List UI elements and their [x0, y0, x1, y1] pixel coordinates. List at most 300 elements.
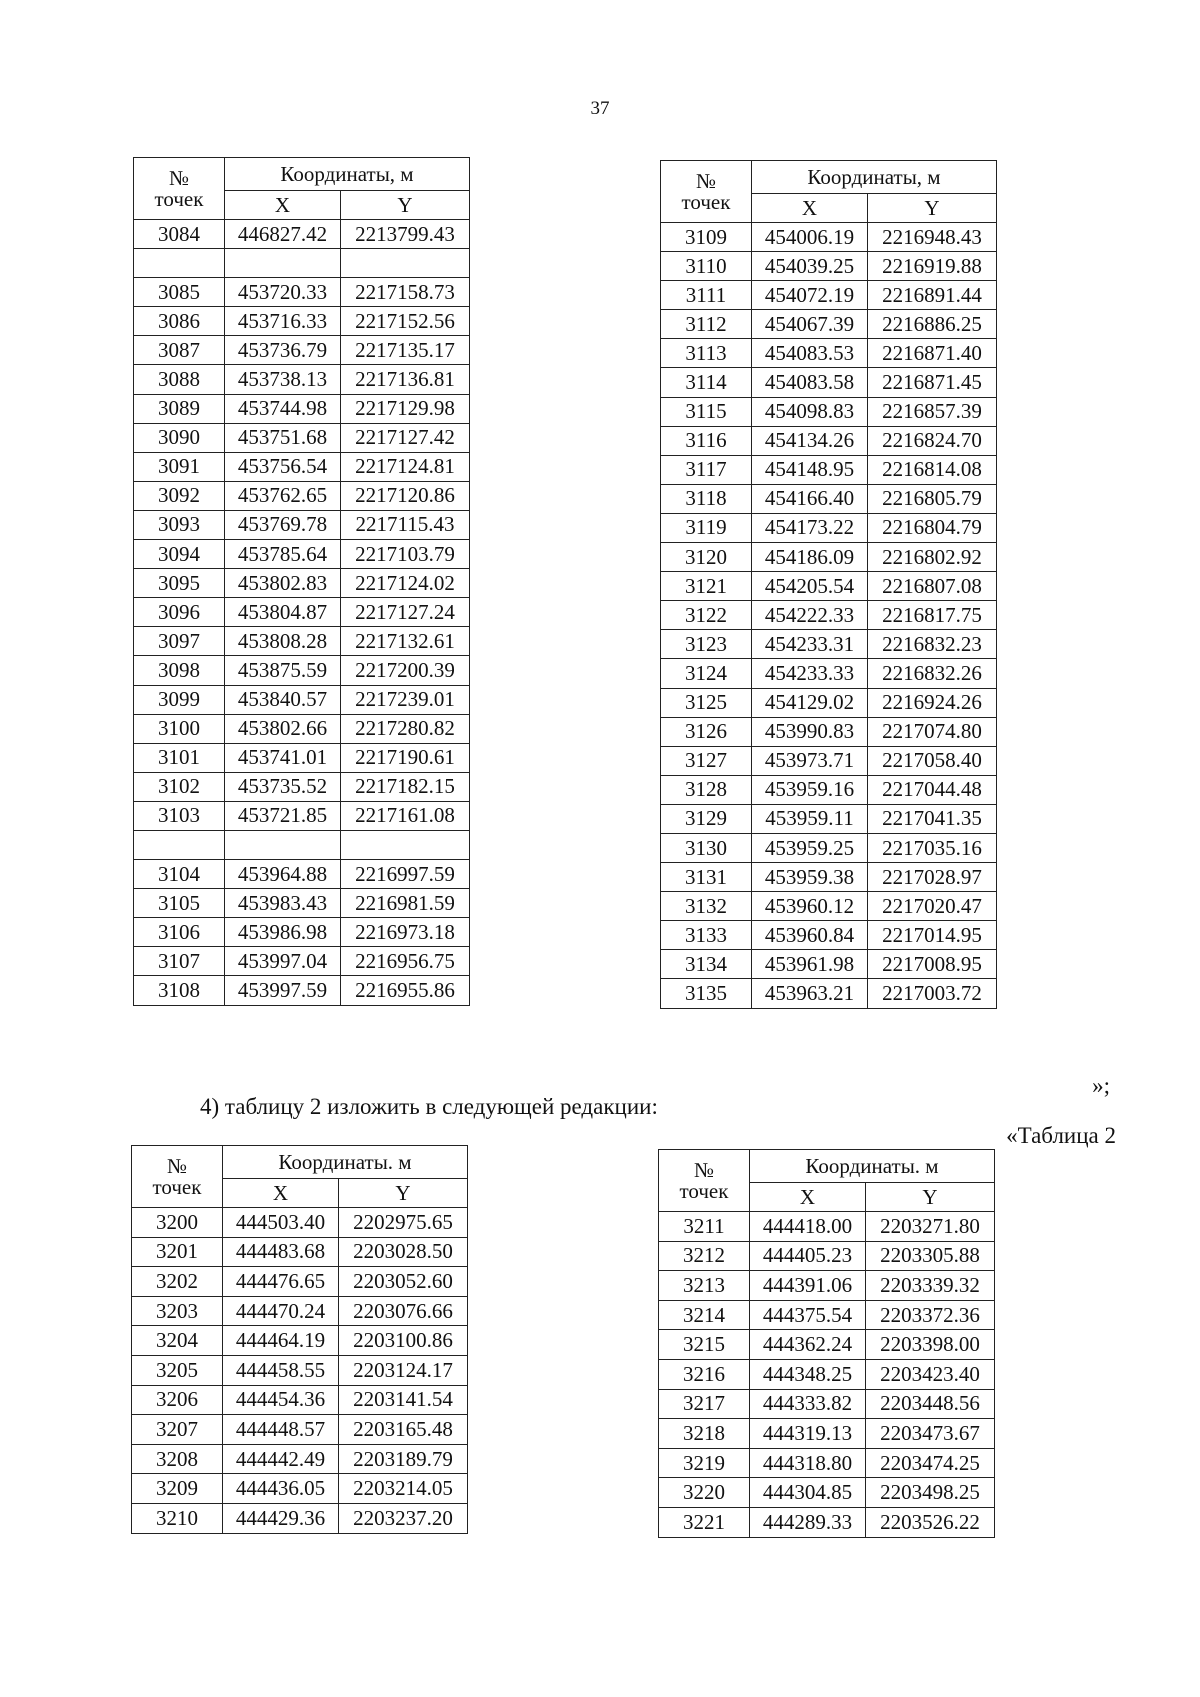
table-row: [134, 656, 470, 685]
coordinates-header: Координаты. м: [223, 1146, 468, 1179]
y-coordinate-cell: 2216857.39: [868, 397, 997, 426]
y-header: Y: [868, 194, 997, 223]
y-coordinate-cell: 2203141.54: [339, 1385, 468, 1415]
table-row: [132, 1296, 468, 1326]
x-coordinate-cell: 454039.25: [752, 252, 868, 281]
point-number-cell: 3133: [661, 921, 752, 950]
x-coordinate-cell: 453716.33: [225, 307, 341, 336]
table-row: [134, 889, 470, 918]
table-row: [134, 598, 470, 627]
point-number-cell: 3109: [661, 223, 752, 252]
table-row: [661, 339, 997, 368]
coordinates-header: Координаты, м: [752, 161, 997, 194]
x-coordinate-cell: 454233.31: [752, 630, 868, 659]
point-number-cell: 3202: [132, 1267, 223, 1297]
point-number-cell: 3087: [134, 336, 225, 365]
point-number-cell: 3108: [134, 976, 225, 1005]
table-row: [134, 918, 470, 947]
x-coordinate-cell: 444464.19: [223, 1326, 339, 1356]
table-caption: «Таблица 2: [1006, 1123, 1116, 1148]
y-coordinate-cell: 2203271.80: [866, 1212, 995, 1242]
x-coordinate-cell: 444318.80: [750, 1448, 866, 1478]
x-coordinate-cell: 453961.98: [752, 950, 868, 979]
y-coordinate-cell: 2216824.70: [868, 426, 997, 455]
x-coordinate-cell: 453983.43: [225, 889, 341, 918]
closing-quote: »;: [1092, 1073, 1110, 1098]
table-row: [659, 1271, 995, 1301]
point-number-cell: 3090: [134, 423, 225, 452]
point-number-cell: 3110: [661, 252, 752, 281]
x-coordinate-cell: 453808.28: [225, 627, 341, 656]
table-row: [661, 630, 997, 659]
x-coordinate-cell: 454173.22: [752, 513, 868, 542]
point-number-cell: 3127: [661, 746, 752, 775]
y-coordinate-cell: 2216871.40: [868, 339, 997, 368]
y-coordinate-cell: 2203423.40: [866, 1359, 995, 1389]
point-number-cell: 3102: [134, 772, 225, 801]
point-number-header: № точек: [659, 1150, 750, 1212]
x-coordinate-cell: 454067.39: [752, 310, 868, 339]
point-number-cell: 3135: [661, 979, 752, 1008]
table-row: [132, 1237, 468, 1267]
table-row: [134, 569, 470, 598]
point-number-cell: 3088: [134, 365, 225, 394]
table-row: [661, 921, 997, 950]
y-coordinate-cell: 2203076.66: [339, 1296, 468, 1326]
x-coordinate-cell: 453785.64: [225, 540, 341, 569]
table-row: [134, 976, 470, 1005]
y-coordinate-cell: 2216871.45: [868, 368, 997, 397]
page-number: 37: [590, 98, 610, 119]
x-coordinate-cell: 444483.68: [223, 1237, 339, 1267]
table-row: [659, 1241, 995, 1271]
x-coordinate-cell: 453720.33: [225, 278, 341, 307]
table-row: [134, 336, 470, 365]
table-row: [661, 717, 997, 746]
y-coordinate-cell: 2216973.18: [341, 918, 470, 947]
table-row: [661, 775, 997, 804]
x-coordinate-cell: 453802.83: [225, 569, 341, 598]
x-coordinate-cell: 454148.95: [752, 455, 868, 484]
x-coordinate-cell: [225, 830, 341, 859]
point-number-cell: 3128: [661, 775, 752, 804]
table-row: [661, 892, 997, 921]
x-coordinate-cell: 444476.65: [223, 1267, 339, 1297]
x-coordinate-cell: 444405.23: [750, 1241, 866, 1271]
y-coordinate-cell: 2203448.56: [866, 1389, 995, 1419]
y-coordinate-cell: 2216817.75: [868, 601, 997, 630]
table-row: [661, 833, 997, 862]
x-header: X: [223, 1179, 339, 1208]
coordinates-table-b: [660, 160, 997, 1009]
x-header: X: [750, 1183, 866, 1212]
y-coordinate-cell: 2203100.86: [339, 1326, 468, 1356]
y-coordinate-cell: 2217115.43: [341, 510, 470, 539]
table-row: [132, 1503, 468, 1533]
x-coordinate-cell: 453741.01: [225, 743, 341, 772]
y-coordinate-cell: 2203372.36: [866, 1300, 995, 1330]
y-coordinate-cell: 2217127.42: [341, 423, 470, 452]
y-coordinate-cell: 2217136.81: [341, 365, 470, 394]
coordinates-header: Координаты, м: [225, 158, 470, 191]
y-coordinate-cell: 2203473.67: [866, 1419, 995, 1449]
y-coordinate-cell: 2217190.61: [341, 743, 470, 772]
x-coordinate-cell: 453963.21: [752, 979, 868, 1008]
x-coordinate-cell: [225, 249, 341, 278]
x-coordinate-cell: 453960.84: [752, 921, 868, 950]
point-number-cell: 3207: [132, 1415, 223, 1445]
x-coordinate-cell: 453997.59: [225, 976, 341, 1005]
y-coordinate-cell: 2203165.48: [339, 1415, 468, 1445]
y-coordinate-cell: 2216832.23: [868, 630, 997, 659]
y-coordinate-cell: 2217124.81: [341, 452, 470, 481]
table-row: [659, 1359, 995, 1389]
point-number-cell: 3125: [661, 688, 752, 717]
point-number-cell: 3213: [659, 1271, 750, 1301]
table-row: [661, 281, 997, 310]
point-number-cell: 3219: [659, 1448, 750, 1478]
x-coordinate-cell: 444436.05: [223, 1474, 339, 1504]
table-row: [134, 860, 470, 889]
x-coordinate-cell: 453986.98: [225, 918, 341, 947]
table-row: [661, 863, 997, 892]
x-coordinate-cell: 453959.16: [752, 775, 868, 804]
table-row: [661, 804, 997, 833]
point-number-cell: 3123: [661, 630, 752, 659]
x-coordinate-cell: 444458.55: [223, 1355, 339, 1385]
point-number-cell: 3215: [659, 1330, 750, 1360]
y-coordinate-cell: 2217044.48: [868, 775, 997, 804]
x-coordinate-cell: 444418.00: [750, 1212, 866, 1242]
y-coordinate-cell: 2217161.08: [341, 801, 470, 830]
point-number-cell: 3111: [661, 281, 752, 310]
x-coordinate-cell: 454222.33: [752, 601, 868, 630]
table-row: [134, 801, 470, 830]
y-coordinate-cell: 2217200.39: [341, 656, 470, 685]
point-number-cell: 3085: [134, 278, 225, 307]
table-row: [132, 1208, 468, 1238]
point-number-cell: 3093: [134, 510, 225, 539]
point-number-cell: 3084: [134, 220, 225, 249]
y-coordinate-cell: 2217280.82: [341, 714, 470, 743]
table-row: [659, 1419, 995, 1449]
point-number-cell: 3217: [659, 1389, 750, 1419]
y-coordinate-cell: [341, 830, 470, 859]
point-number-cell: 3115: [661, 397, 752, 426]
y-coordinate-cell: 2203124.17: [339, 1355, 468, 1385]
x-coordinate-cell: 444375.54: [750, 1300, 866, 1330]
y-coordinate-cell: 2217132.61: [341, 627, 470, 656]
x-coordinate-cell: 444391.06: [750, 1271, 866, 1301]
y-coordinate-cell: 2217041.35: [868, 804, 997, 833]
y-coordinate-cell: 2217239.01: [341, 685, 470, 714]
y-coordinate-cell: 2216924.26: [868, 688, 997, 717]
y-coordinate-cell: 2203498.25: [866, 1478, 995, 1508]
table-row: [661, 252, 997, 281]
point-number-cell: 3106: [134, 918, 225, 947]
x-coordinate-cell: 453959.38: [752, 863, 868, 892]
point-number-cell: 3212: [659, 1241, 750, 1271]
y-coordinate-cell: 2216804.79: [868, 513, 997, 542]
point-number-cell: 3126: [661, 717, 752, 746]
x-coordinate-cell: 454072.19: [752, 281, 868, 310]
point-number-cell: 3094: [134, 540, 225, 569]
table-row: [134, 830, 470, 859]
point-number-cell: 3101: [134, 743, 225, 772]
table-row: [661, 368, 997, 397]
x-coordinate-cell: 444503.40: [223, 1208, 339, 1238]
table-row: [132, 1415, 468, 1445]
point-number-cell: 3203: [132, 1296, 223, 1326]
y-coordinate-cell: 2203189.79: [339, 1444, 468, 1474]
table-row: [659, 1300, 995, 1330]
x-coordinate-cell: 454233.33: [752, 659, 868, 688]
point-number-cell: 3200: [132, 1208, 223, 1238]
point-number-cell: 3103: [134, 801, 225, 830]
table-row: [134, 685, 470, 714]
table-row: [134, 423, 470, 452]
x-coordinate-cell: 454205.54: [752, 572, 868, 601]
x-coordinate-cell: 453756.54: [225, 452, 341, 481]
y-coordinate-cell: 2216955.86: [341, 976, 470, 1005]
point-number-cell: 3124: [661, 659, 752, 688]
x-coordinate-cell: 453964.88: [225, 860, 341, 889]
table-row: [132, 1474, 468, 1504]
point-number-cell: 3221: [659, 1507, 750, 1537]
point-number-cell: 3116: [661, 426, 752, 455]
x-coordinate-cell: 454083.58: [752, 368, 868, 397]
x-coordinate-cell: 444442.49: [223, 1444, 339, 1474]
table-row: [661, 397, 997, 426]
table-row: [661, 543, 997, 572]
x-coordinate-cell: 444319.13: [750, 1419, 866, 1449]
point-number-cell: 3209: [132, 1474, 223, 1504]
y-coordinate-cell: 2217127.24: [341, 598, 470, 627]
point-number-cell: 3107: [134, 947, 225, 976]
table-row: [134, 365, 470, 394]
table-row: [132, 1326, 468, 1356]
x-coordinate-cell: 453751.68: [225, 423, 341, 452]
y-coordinate-cell: 2216814.08: [868, 455, 997, 484]
table-row: [134, 481, 470, 510]
coordinates-table-c: [131, 1145, 468, 1534]
y-coordinate-cell: 2216805.79: [868, 484, 997, 513]
point-number-cell: 3119: [661, 513, 752, 542]
y-coordinate-cell: 2217120.86: [341, 481, 470, 510]
y-coordinate-cell: 2217058.40: [868, 746, 997, 775]
table-row: [661, 310, 997, 339]
point-number-cell: 3113: [661, 339, 752, 368]
y-coordinate-cell: 2203474.25: [866, 1448, 995, 1478]
point-number-cell: 3216: [659, 1359, 750, 1389]
table-row: [134, 278, 470, 307]
point-number-cell: 3098: [134, 656, 225, 685]
y-coordinate-cell: 2217074.80: [868, 717, 997, 746]
x-coordinate-cell: 453735.52: [225, 772, 341, 801]
x-coordinate-cell: 453959.25: [752, 833, 868, 862]
point-number-cell: 3105: [134, 889, 225, 918]
y-coordinate-cell: 2203526.22: [866, 1507, 995, 1537]
table-row: [661, 572, 997, 601]
x-coordinate-cell: 444289.33: [750, 1507, 866, 1537]
x-coordinate-cell: 453990.83: [752, 717, 868, 746]
x-coordinate-cell: 444470.24: [223, 1296, 339, 1326]
point-number-cell: 3117: [661, 455, 752, 484]
x-coordinate-cell: 453769.78: [225, 510, 341, 539]
x-coordinate-cell: 444429.36: [223, 1503, 339, 1533]
point-number-header: № точек: [661, 161, 752, 223]
y-coordinate-cell: 2203052.60: [339, 1267, 468, 1297]
point-number-cell: 3131: [661, 863, 752, 892]
point-number-cell: 3211: [659, 1212, 750, 1242]
point-number-cell: 3201: [132, 1237, 223, 1267]
point-number-cell: 3104: [134, 860, 225, 889]
point-number-cell: 3097: [134, 627, 225, 656]
y-coordinate-cell: 2217158.73: [341, 278, 470, 307]
y-coordinate-cell: 2203214.05: [339, 1474, 468, 1504]
table-row: [134, 452, 470, 481]
table-row: [134, 510, 470, 539]
x-coordinate-cell: 453721.85: [225, 801, 341, 830]
y-coordinate-cell: 2203237.20: [339, 1503, 468, 1533]
y-coordinate-cell: 2202975.65: [339, 1208, 468, 1238]
x-coordinate-cell: 453738.13: [225, 365, 341, 394]
table-row: [134, 627, 470, 656]
table-row: [661, 426, 997, 455]
y-coordinate-cell: 2216997.59: [341, 860, 470, 889]
point-number-cell: 3096: [134, 598, 225, 627]
point-number-cell: 3205: [132, 1355, 223, 1385]
y-coordinate-cell: 2217152.56: [341, 307, 470, 336]
point-number-cell: 3204: [132, 1326, 223, 1356]
point-number-cell: 3099: [134, 685, 225, 714]
point-number-cell: [134, 830, 225, 859]
x-coordinate-cell: 453875.59: [225, 656, 341, 685]
table-row: [134, 249, 470, 278]
table-row: [132, 1444, 468, 1474]
table-row: [132, 1267, 468, 1297]
point-number-cell: 3114: [661, 368, 752, 397]
x-coordinate-cell: 444304.85: [750, 1478, 866, 1508]
point-number-cell: 3129: [661, 804, 752, 833]
point-number-cell: 3121: [661, 572, 752, 601]
y-coordinate-cell: 2217124.02: [341, 569, 470, 598]
x-coordinate-cell: 453840.57: [225, 685, 341, 714]
table-row: [134, 394, 470, 423]
y-coordinate-cell: 2203028.50: [339, 1237, 468, 1267]
table-row: [132, 1355, 468, 1385]
point-number-cell: 3208: [132, 1444, 223, 1474]
point-number-cell: 3214: [659, 1300, 750, 1330]
table-row: [134, 772, 470, 801]
table-row: [659, 1389, 995, 1419]
point-number-cell: 3095: [134, 569, 225, 598]
table-row: [661, 659, 997, 688]
x-coordinate-cell: 453744.98: [225, 394, 341, 423]
table-row: [661, 746, 997, 775]
y-coordinate-cell: 2216948.43: [868, 223, 997, 252]
y-coordinate-cell: 2203398.00: [866, 1330, 995, 1360]
table-row: [661, 455, 997, 484]
y-coordinate-cell: 2217003.72: [868, 979, 997, 1008]
point-number-cell: 3134: [661, 950, 752, 979]
y-coordinate-cell: 2216807.08: [868, 572, 997, 601]
table-row: [132, 1385, 468, 1415]
x-coordinate-cell: 454129.02: [752, 688, 868, 717]
table-row: [661, 513, 997, 542]
x-coordinate-cell: 454186.09: [752, 543, 868, 572]
table-row: [659, 1330, 995, 1360]
x-header: X: [225, 191, 341, 220]
table-row: [659, 1507, 995, 1537]
point-number-cell: 3218: [659, 1419, 750, 1449]
coordinates-table-d: [658, 1149, 995, 1538]
y-coordinate-cell: 2217020.47: [868, 892, 997, 921]
point-number-cell: 3086: [134, 307, 225, 336]
point-number-cell: 3220: [659, 1478, 750, 1508]
point-number-cell: 3206: [132, 1385, 223, 1415]
point-number-cell: 3122: [661, 601, 752, 630]
table-row: [659, 1448, 995, 1478]
table-row: [661, 223, 997, 252]
x-coordinate-cell: 454166.40: [752, 484, 868, 513]
table-row: [661, 601, 997, 630]
x-coordinate-cell: 454134.26: [752, 426, 868, 455]
point-number-cell: 3100: [134, 714, 225, 743]
x-coordinate-cell: 454083.53: [752, 339, 868, 368]
x-header: X: [752, 194, 868, 223]
table-row: [659, 1212, 995, 1242]
y-coordinate-cell: 2217028.97: [868, 863, 997, 892]
y-coordinate-cell: 2217129.98: [341, 394, 470, 423]
x-coordinate-cell: 453959.11: [752, 804, 868, 833]
table-row: [134, 714, 470, 743]
y-coordinate-cell: 2216886.25: [868, 310, 997, 339]
y-header: Y: [341, 191, 470, 220]
table-row: [134, 540, 470, 569]
y-coordinate-cell: 2216802.92: [868, 543, 997, 572]
table-row: [134, 743, 470, 772]
x-coordinate-cell: 453960.12: [752, 892, 868, 921]
y-coordinate-cell: 2217014.95: [868, 921, 997, 950]
x-coordinate-cell: 444454.36: [223, 1385, 339, 1415]
point-number-cell: 3120: [661, 543, 752, 572]
table-row: [134, 220, 470, 249]
x-coordinate-cell: 453762.65: [225, 481, 341, 510]
y-coordinate-cell: 2217035.16: [868, 833, 997, 862]
table-row: [661, 979, 997, 1008]
table-row: [659, 1478, 995, 1508]
y-coordinate-cell: 2217103.79: [341, 540, 470, 569]
x-coordinate-cell: 453736.79: [225, 336, 341, 365]
y-coordinate-cell: 2217008.95: [868, 950, 997, 979]
instruction-text: 4) таблицу 2 изложить в следующей редакции:: [200, 1094, 658, 1119]
x-coordinate-cell: 453802.66: [225, 714, 341, 743]
point-number-cell: 3091: [134, 452, 225, 481]
y-coordinate-cell: 2216981.59: [341, 889, 470, 918]
y-coordinate-cell: 2216891.44: [868, 281, 997, 310]
table-row: [661, 950, 997, 979]
x-coordinate-cell: 453973.71: [752, 746, 868, 775]
x-coordinate-cell: 454098.83: [752, 397, 868, 426]
y-coordinate-cell: 2203305.88: [866, 1241, 995, 1271]
point-number-cell: 3130: [661, 833, 752, 862]
point-number-cell: 3089: [134, 394, 225, 423]
x-coordinate-cell: 444448.57: [223, 1415, 339, 1445]
point-number-header: № точек: [134, 158, 225, 220]
y-coordinate-cell: 2217135.17: [341, 336, 470, 365]
x-coordinate-cell: 444348.25: [750, 1359, 866, 1389]
